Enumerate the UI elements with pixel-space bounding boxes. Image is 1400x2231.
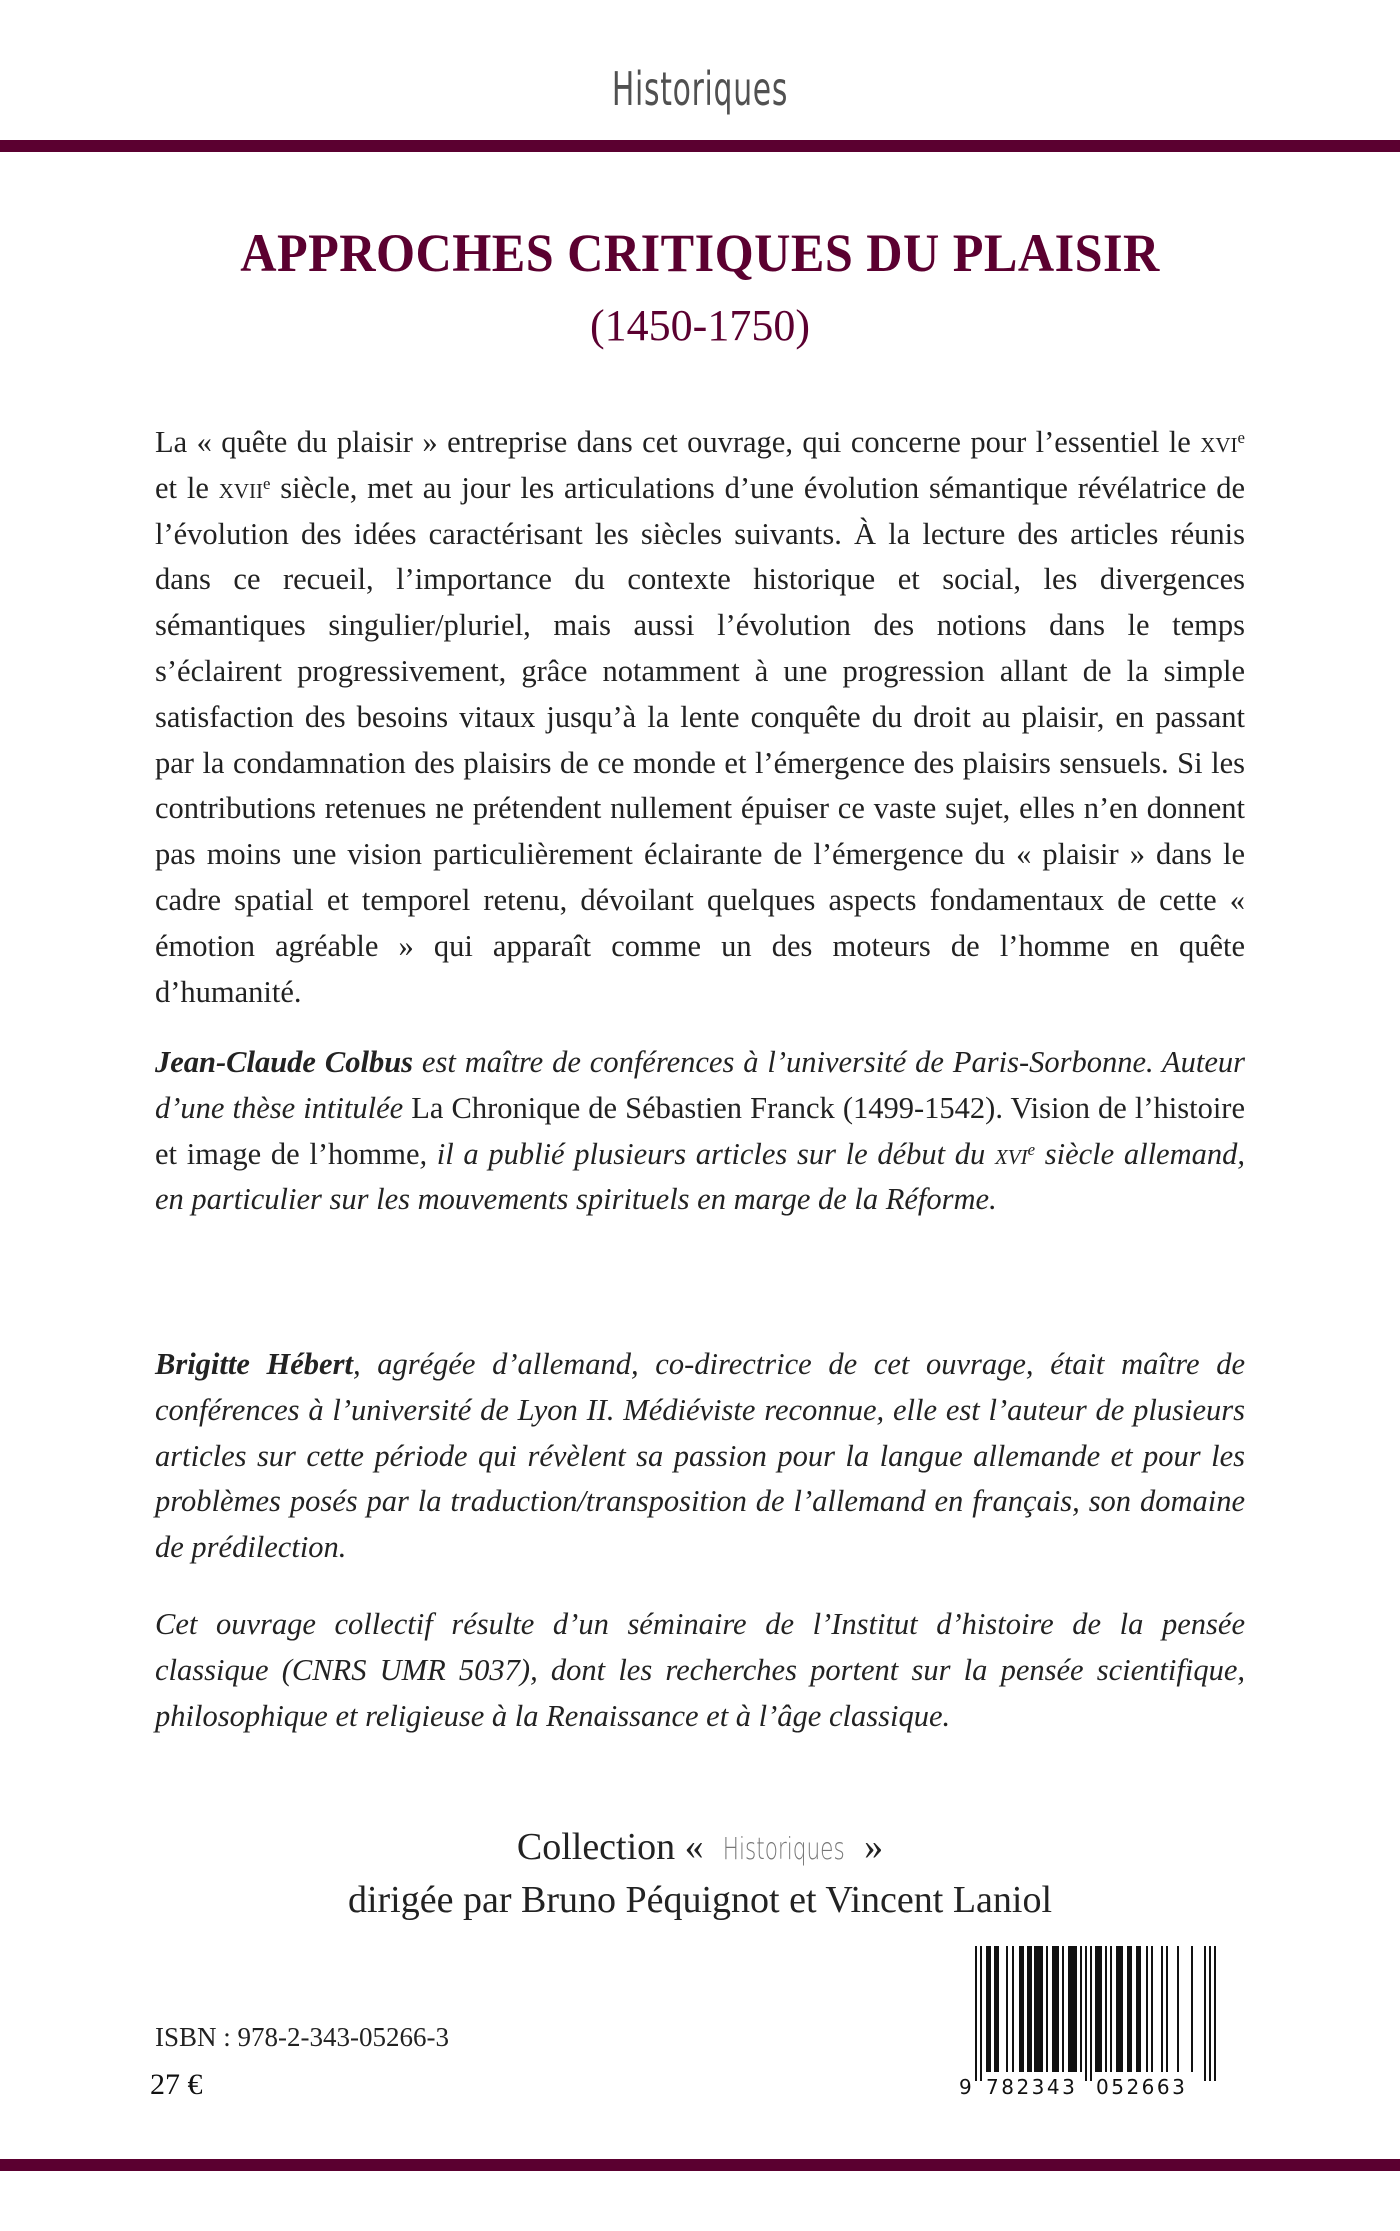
barcode-left-digits: 782343 (986, 2075, 1078, 2096)
price: 27 € (150, 2068, 203, 2101)
author-name: Brigitte Hébert (155, 1347, 353, 1381)
book-dates: (1450-1750) (590, 301, 810, 350)
summary-paragraph (155, 420, 1245, 1015)
barcode-first-digit: 9 (959, 2075, 972, 2096)
century-sup: e (1237, 427, 1245, 447)
bio-text: est maître de conférences à l’université de Paris-Sorbonne. Auteur d’une thèse intitulée (155, 1045, 1245, 1125)
summary-text-3: siècle, met au jour les articulations d’une évolution sémantique révélatrice de l’évolution des idées caractérisant les siècles suivants. À la lecture des articles réunis dans ce recueil, l’importance du contexte historique et social, les divergences sémantiques singulier/pluriel, mais aussi l’évolution des notions dans le temps s’éclairent progressivement, grâce notamment à une progression allant de la simple satisfaction des besoins vitaux jusqu’à la lente conquête du droit au plaisir, en passant par la condamnation des plaisirs de ce monde et l’émergence des plaisirs sensuels. Si les contributions retenues ne prétendent nullement épuiser ce vaste sujet, elles n’en donnent pas moins une vision particulièrement éclairante de l’émergence du « plaisir » dans le cadre spatial et temporel retenu, dévoilant quelques aspects fondamentaux de cette « émotion agréable » qui apparaît comme un des moteurs de l’homme en quête d’humanité. (155, 470, 1245, 1009)
collection-line (0, 1822, 1400, 1875)
barcode (955, 1946, 1250, 2096)
summary-text-1: La « quête du plaisir » entreprise dans cet ouvrage, qui concerne pour l’essentiel le (155, 425, 1201, 459)
century-sup: e (263, 473, 271, 493)
barcode-right-digits: 052663 (1096, 2075, 1188, 2096)
book-title: APPROCHES CRITIQUES DU PLAISIR (240, 223, 1160, 283)
series-logo (196, 62, 1204, 116)
bio-text: siècle allemand, en particulier sur les mouvements spirituels en marge de la Réforme. (155, 1136, 1245, 1217)
collection-directors: dirigée par Bruno Péquignot et Vincent Laniol (347, 1879, 1053, 1921)
summary-text-2: et le (155, 470, 219, 505)
series-logo-text: Historiques (611, 62, 789, 116)
century-xvi: xvi (994, 1136, 1028, 1171)
author-bio-colbus (155, 1040, 1245, 1223)
header-rule (0, 140, 1400, 152)
collection-prefix: Collection « (516, 1826, 714, 1868)
note-text: Cet ouvrage collectif résulte d’un séminaire de l’Institut d’histoire de la pensée classique (CNRS UMR 5037), dont les recherches portent sur la pensée scientifique, philosophique et religieuse à la Renaissance et à l’âge classique. (155, 1607, 1245, 1733)
collection-brand: Historiques (722, 1832, 845, 1867)
collection-info (0, 1822, 1400, 1925)
century-xvi: xvi (1200, 425, 1238, 459)
collection-suffix: » (854, 1826, 884, 1868)
bio-text: , il a publié plusieurs articles sur le début du (419, 1136, 995, 1171)
author-bio-hebert (155, 1342, 1245, 1571)
century-sup: e (1027, 1139, 1036, 1159)
author-name: Jean-Claude Colbus (155, 1045, 414, 1079)
isbn: ISBN : 978-2-343-05266-3 (155, 2022, 449, 2052)
footer-rule (0, 2159, 1400, 2171)
thesis-title: La Chronique de Sébastien Franck (1499-1542). Vision de l’histoire et image de l’homme (155, 1090, 1245, 1171)
publication-note (155, 1602, 1245, 1739)
century-xvii: xvii (218, 470, 264, 505)
barcode-icon (955, 1946, 1250, 2096)
bio-text: , agrégée d’allemand, co-directrice de cet ouvrage, était maître de conférences à l’université de Lyon II. Médiéviste reconnue, elle est l’auteur de plusieurs articles sur cette période qui révèlent sa passion pour la langue allemande et pour les problèmes posés par la traduction/transposition de l’allemand en français, son domaine de prédilection. (155, 1347, 1246, 1565)
